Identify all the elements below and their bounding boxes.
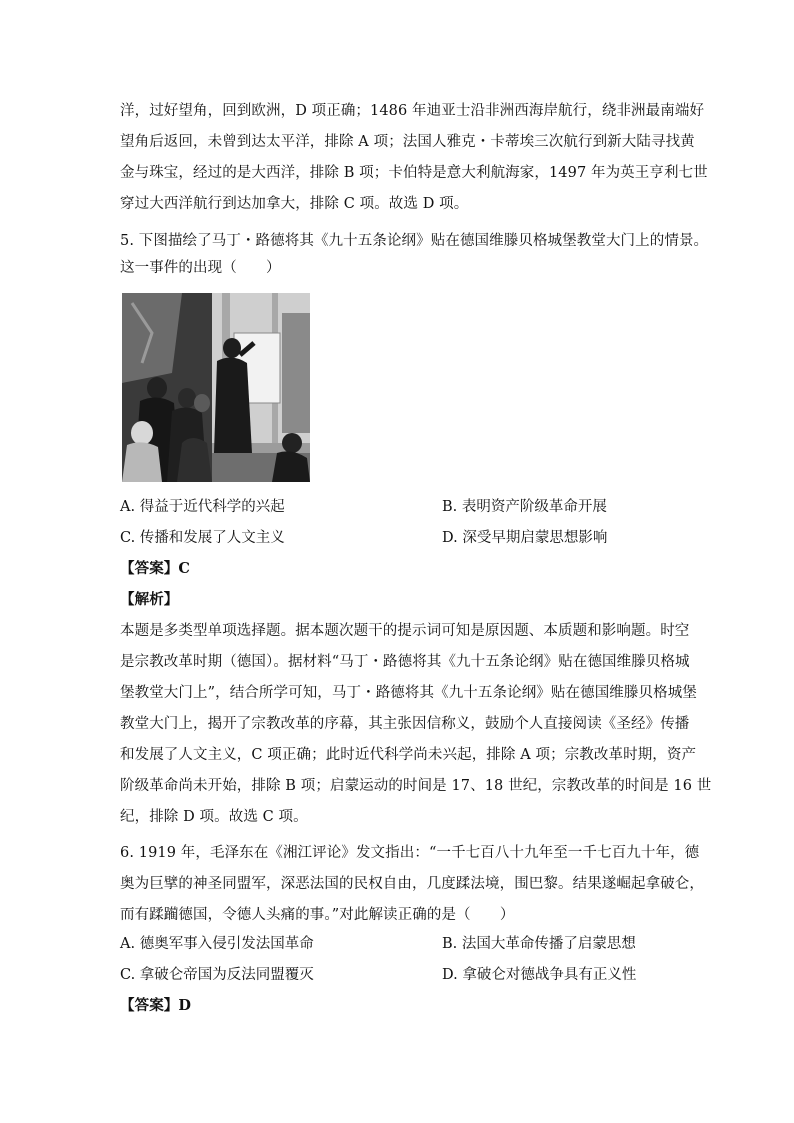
question-6-stem: 6. 1919 年，毛泽东在《湘江评论》发文指出：“一千七百八十九年至一千七百九十年，德 [120,845,700,861]
question-5-stem: 5. 下图描绘了马丁・路德将其《九十五条论纲》贴在德国维滕贝格城堡教堂大门上的情景。 [120,233,709,249]
option-c: C. 拿破仑帝国为反法同盟覆灭 [120,967,314,983]
option-d: D. 深受早期启蒙思想影响 [442,530,608,546]
option-b: B. 表明资产阶级革命开展 [442,499,607,515]
option-b: B. 法国大革命传播了启蒙思想 [442,936,636,952]
question-6-stem: 奥为巨擘的神圣同盟军，深恶法国的民权自由，几度蹂法境，围巴黎。结果遂崛起拿破仑， [120,876,704,892]
analysis-line: 纪，排除 D 项。故选 C 项。 [120,809,308,825]
analysis-line: 堡教堂大门上”，结合所学可知，马丁・路德将其《九十五条论纲》贴在德国维滕贝格城堡 [120,685,697,701]
answer-label: 【答案】C [120,560,191,577]
analysis-line: 是宗教改革时期（德国）。据材料“马丁・路德将其《九十五条论纲》贴在德国维滕贝格城 [120,654,690,670]
analysis-line: 和发展了人文主义，C 项正确；此时近代科学尚未兴起，排除 A 项；宗教改革时期，资产 [120,747,697,763]
analysis-line: 阶级革命尚未开始，排除 B 项；启蒙运动的时间是 17、18 世纪，宗教改革的时间是 16 世 [120,778,712,794]
option-c: C. 传播和发展了人文主义 [120,530,285,546]
text-line: 洋，过好望角，回到欧洲，D 项正确；1486 年迪亚士沿非洲西海岸航行，绕非洲最南端好 [120,103,705,119]
text-line: 望角后返回，未曾到达太平洋，排除 A 项；法国人雅克・卡蒂埃三次航行到新大陆寻找黄 [120,134,695,150]
analysis-label: 【解析】 [120,591,179,608]
option-a: A. 德奥军事入侵引发法国革命 [120,936,314,952]
analysis-line: 本题是多类型单项选择题。据本题次题干的提示词可知是原因题、本质题和影响题。时空 [120,623,690,639]
option-a: A. 得益于近代科学的兴起 [120,499,285,515]
text-line: 金与珠宝，经过的是大西洋，排除 B 项；卡伯特是意大利航海家，1497 年为英王亨利七世 [120,165,708,181]
analysis-line: 教堂大门上，揭开了宗教改革的序幕，其主张因信称义，鼓励个人直接阅读《圣经》传播 [120,716,690,732]
question-5-stem: 这一事件的出现（ ） [120,260,281,276]
text-line: 穿过大西洋航行到达加拿大，排除 C 项。故选 D 项。 [120,196,469,212]
question-6-stem: 而有蹂躏德国，令德人头痛的事。”对此解读正确的是（ ） [120,907,515,923]
answer-label: 【答案】D [120,997,192,1014]
option-d: D. 拿破仑对德战争具有正义性 [442,967,637,983]
luther-illustration [122,293,310,482]
